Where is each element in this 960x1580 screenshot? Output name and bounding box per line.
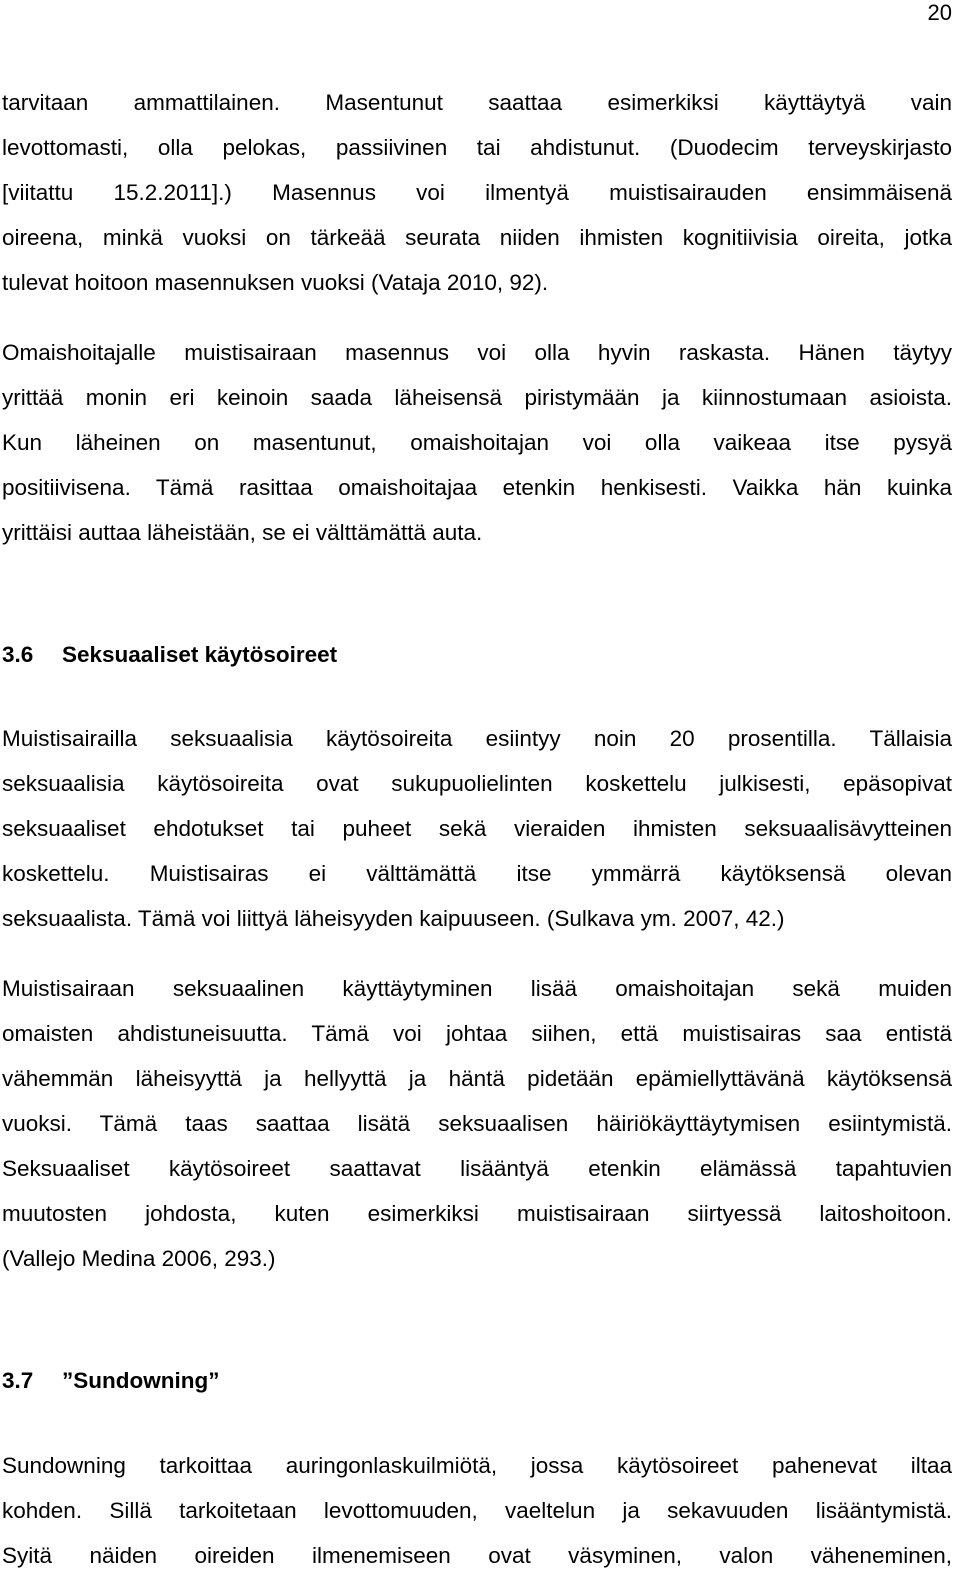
text-line: Syitä näiden oireiden ilmenemiseen ovat väsyminen, valon väheneminen, — [2, 1543, 952, 1568]
text-line: Sundowning tarkoittaa auringonlaskuilmiötä, jossa käytösoireet pahenevat iltaa — [2, 1453, 952, 1478]
text-line: muutosten johdosta, kuten esimerkiksi muistisairaan siirtyessä laitoshoitoon. — [2, 1201, 952, 1226]
text-line: kohden. Sillä tarkoitetaan levottomuuden, vaeltelun ja sekavuuden lisääntymistä. — [2, 1498, 952, 1523]
section-number: 3.7 — [2, 1368, 34, 1393]
paragraph-sexual-behaviour-effects — [2, 966, 952, 1281]
text-line: positiivisena. Tämä rasittaa omaishoitajaa etenkin henkisesti. Vaikka hän kuinka — [2, 475, 952, 500]
text-line: seksuaaliset ehdotukset tai puheet sekä vieraiden ihmisten seksuaalisävytteinen — [2, 816, 952, 841]
text-line: Muistisairaan seksuaalinen käyttäytyminen lisää omaishoitajan sekä muiden — [2, 976, 952, 1001]
paragraph-sundowning — [2, 1443, 952, 1578]
text-line: yrittäisi auttaa läheistään, se ei välttämättä auta. — [2, 520, 483, 545]
text-line: vuoksi. Tämä taas saattaa lisätä seksuaalisen häiriökäyttäytymisen esiintymistä. — [2, 1111, 952, 1136]
text-line: koskettelu. Muistisairas ei välttämättä itse ymmärrä käytöksensä olevan — [2, 861, 952, 886]
text-line: oireena, minkä vuoksi on tärkeää seurata niiden ihmisten kognitiivisia oireita, jotka — [2, 225, 952, 250]
text-line: [viitattu 15.2.2011].) Masennus voi ilmentyä muistisairauden ensimmäisenä — [2, 180, 952, 205]
text-line: Muistisairailla seksuaalisia käytösoireita esiintyy noin 20 prosentilla. Tällaisia — [2, 726, 952, 751]
section-title: Seksuaaliset käytösoireet — [62, 642, 338, 667]
section-number: 3.6 — [2, 642, 34, 667]
text-line: levottomasti, olla pelokas, passiivinen tai ahdistunut. (Duodecim terveyskirjasto — [2, 135, 952, 160]
paragraph-caregiver-burden — [2, 330, 952, 555]
text-line: vähemmän läheisyyttä ja hellyyttä ja häntä pidetään epämiellyttävänä käytöksensä — [2, 1066, 952, 1091]
text-line: Omaishoitajalle muistisairaan masennus voi olla hyvin raskasta. Hänen täytyy — [2, 340, 952, 365]
text-line: (Vallejo Medina 2006, 293.) — [2, 1246, 276, 1271]
paragraph-depression-symptoms — [2, 80, 952, 305]
text-line: seksuaalisia käytösoireita ovat sukupuolielinten koskettelu julkisesti, epäsopivat — [2, 771, 952, 796]
text-line: Kun läheinen on masentunut, omaishoitajan voi olla vaikeaa itse pysyä — [2, 430, 952, 455]
text-line: Seksuaaliset käytösoireet saattavat lisääntyä etenkin elämässä tapahtuvien — [2, 1156, 952, 1181]
text-line: seksuaalista. Tämä voi liittyä läheisyyden kaipuuseen. (Sulkava ym. 2007, 42.) — [2, 906, 785, 931]
text-line: yrittää monin eri keinoin saada läheisensä piristymään ja kiinnostumaan asioista. — [2, 385, 952, 410]
text-line: tarvitaan ammattilainen. Masentunut saattaa esimerkiksi käyttäytyä vain — [2, 90, 952, 115]
paragraph-sexual-symptoms — [2, 716, 952, 941]
page-number: 20 — [927, 0, 952, 25]
section-heading-3-7 — [2, 1366, 219, 1396]
text-line: omaisten ahdistuneisuutta. Tämä voi johtaa siihen, että muistisairas saa entistä — [2, 1021, 952, 1046]
section-title: ”Sundowning” — [62, 1368, 220, 1393]
section-heading-3-6 — [2, 640, 337, 670]
text-line: tulevat hoitoon masennuksen vuoksi (Vataja 2010, 92). — [2, 270, 549, 295]
